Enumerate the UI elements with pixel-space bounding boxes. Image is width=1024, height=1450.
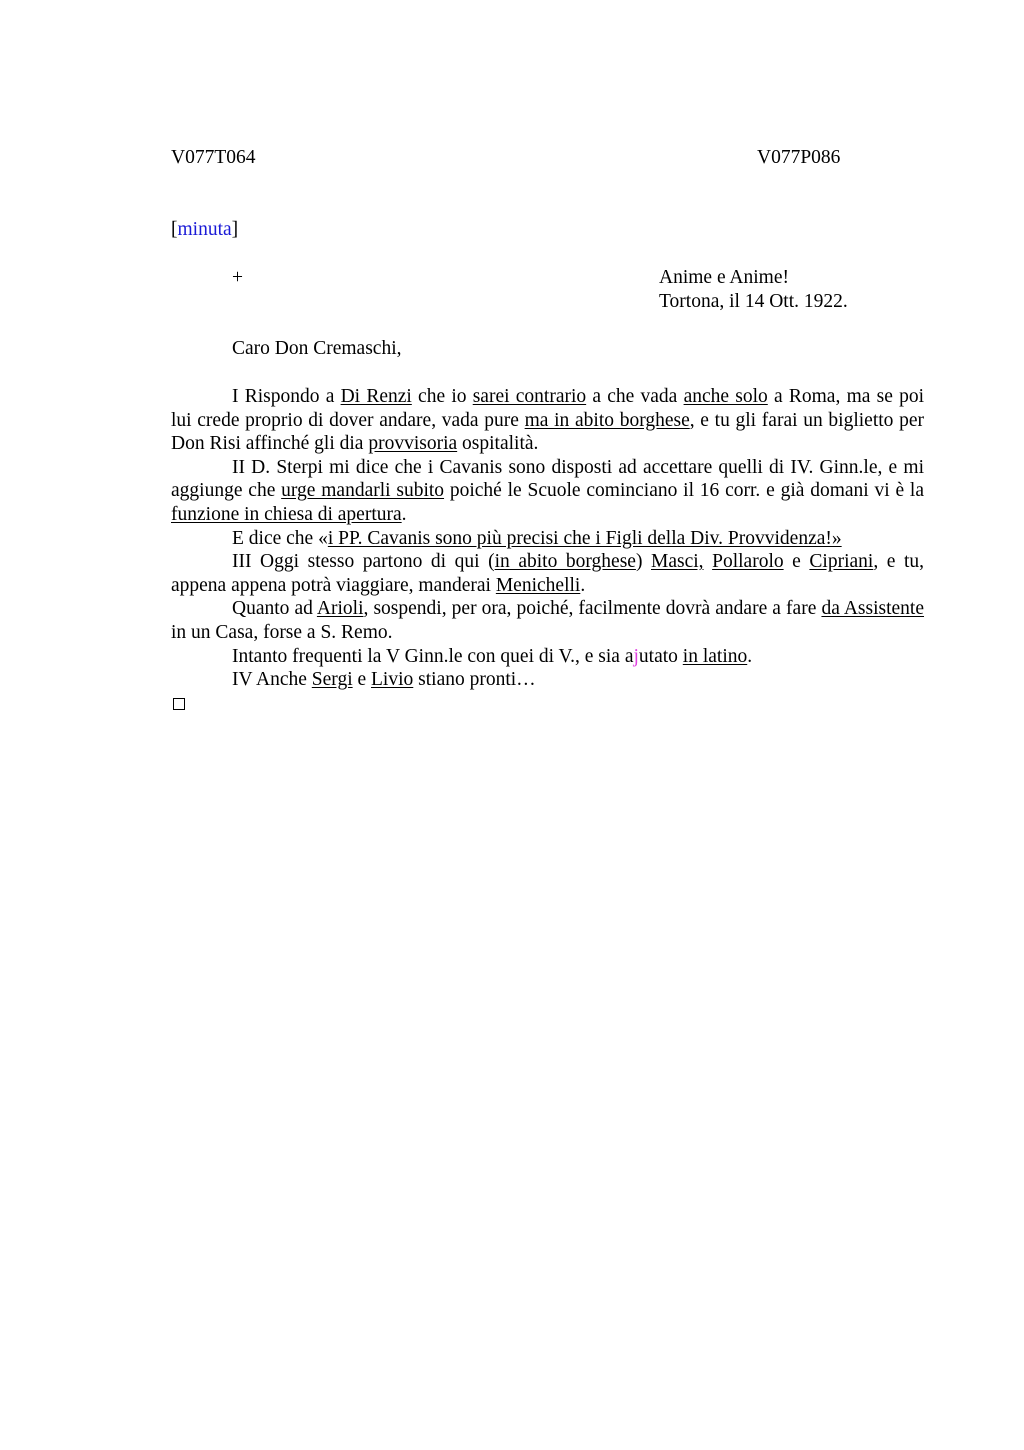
text-run: Quanto ad: [232, 598, 317, 620]
underlined-quote: i PP. Cavanis sono più precisi che i Figli della Div. Provvidenza!»: [327, 527, 842, 549]
underlined-name: Livio: [371, 669, 414, 691]
underlined-text: da Assistente: [821, 598, 925, 620]
underlined-text: sarei contrario: [472, 386, 587, 407]
text-run: II D. Sterpi mi dice che i Cavanis sono disposti ad accettare quelli di IV. Ginn.le, e mi aggiunge che: [171, 456, 924, 502]
text-run: a Roma, ma se poi lui crede proprio di dover andare, vada pure: [171, 386, 924, 431]
underlined-name: Menichelli: [495, 574, 581, 596]
document-code-left: V077T064: [171, 147, 256, 168]
paragraph-6: [171, 645, 924, 669]
underlined-name: Sergi: [311, 669, 353, 691]
paragraph-2: [171, 456, 924, 527]
draft-annotation: [171, 218, 238, 242]
letter-salutation: Caro Don Cremaschi,: [232, 338, 402, 359]
underlined-name: Pollarolo: [712, 551, 784, 573]
text-run: .: [401, 503, 407, 525]
paragraph-4: [171, 550, 924, 597]
text-run: e: [352, 669, 372, 691]
letter-body: [171, 385, 924, 692]
text-run: E dice che «: [232, 527, 328, 549]
text-run: che io: [411, 386, 473, 407]
text-run: in un Casa, forse a S. Remo.: [171, 621, 393, 643]
text-run: III Oggi stesso partono di qui (: [232, 551, 495, 573]
letter-motto: Anime e Anime!: [659, 267, 789, 288]
document-code-right: V077P086: [757, 147, 841, 168]
text-run: .: [747, 645, 753, 667]
underlined-text: funzione in chiesa di apertura: [171, 503, 402, 525]
annotation-open-bracket: [: [171, 219, 178, 240]
letter-place-date: Tortona, il 14 Ott. 1922.: [659, 291, 848, 312]
text-run: e: [783, 551, 810, 573]
underlined-text: in latino: [682, 645, 748, 667]
text-run: stiano pronti…: [413, 669, 536, 691]
text-run: , e tu gli farai un biglietto per Don Risi affinché gli dia: [171, 409, 924, 455]
underlined-text: anche solo: [683, 386, 768, 407]
paragraph-5: [171, 597, 924, 644]
text-run: IV Anche: [232, 669, 312, 691]
text-run: , e tu, appena appena potrà viaggiare, manderai: [171, 551, 925, 596]
text-run: utato: [638, 645, 683, 667]
underlined-text: provvisoria: [368, 433, 458, 455]
cross-symbol: +: [232, 267, 243, 288]
text-run: ): [635, 551, 651, 573]
text-run: I Rispondo a: [232, 386, 341, 407]
empty-square-icon: [173, 698, 185, 710]
underlined-name: Cipriani: [809, 551, 874, 573]
underlined-name: Masci,: [651, 551, 704, 573]
paragraph-7: [171, 668, 924, 692]
text-run: Intanto frequenti la V Ginn.le con quei di V., e sia a: [232, 645, 634, 667]
text-run: , sospendi, per ora, poiché, facilmente dovrà andare a fare: [363, 598, 822, 620]
text-run: poiché le Scuole cominciano il 16 corr. e già domani vi è la: [444, 480, 924, 502]
underlined-text: Di Renzi: [340, 386, 412, 407]
underlined-text: in abito borghese: [494, 551, 636, 573]
underlined-text: ma in abito borghese: [524, 409, 690, 431]
annotation-close-bracket: ]: [231, 219, 239, 240]
underlined-name: Arioli: [316, 598, 364, 620]
text-run: ospitalità.: [457, 433, 539, 455]
paragraph-1: [171, 385, 924, 456]
text-run: [704, 551, 713, 572]
text-run: a che vada: [586, 386, 684, 407]
underlined-text: urge mandarli subito: [281, 480, 445, 502]
paragraph-3: [171, 527, 924, 551]
text-run: .: [580, 574, 586, 596]
annotation-word: minuta: [177, 219, 232, 240]
corrected-letter: j: [633, 645, 639, 667]
